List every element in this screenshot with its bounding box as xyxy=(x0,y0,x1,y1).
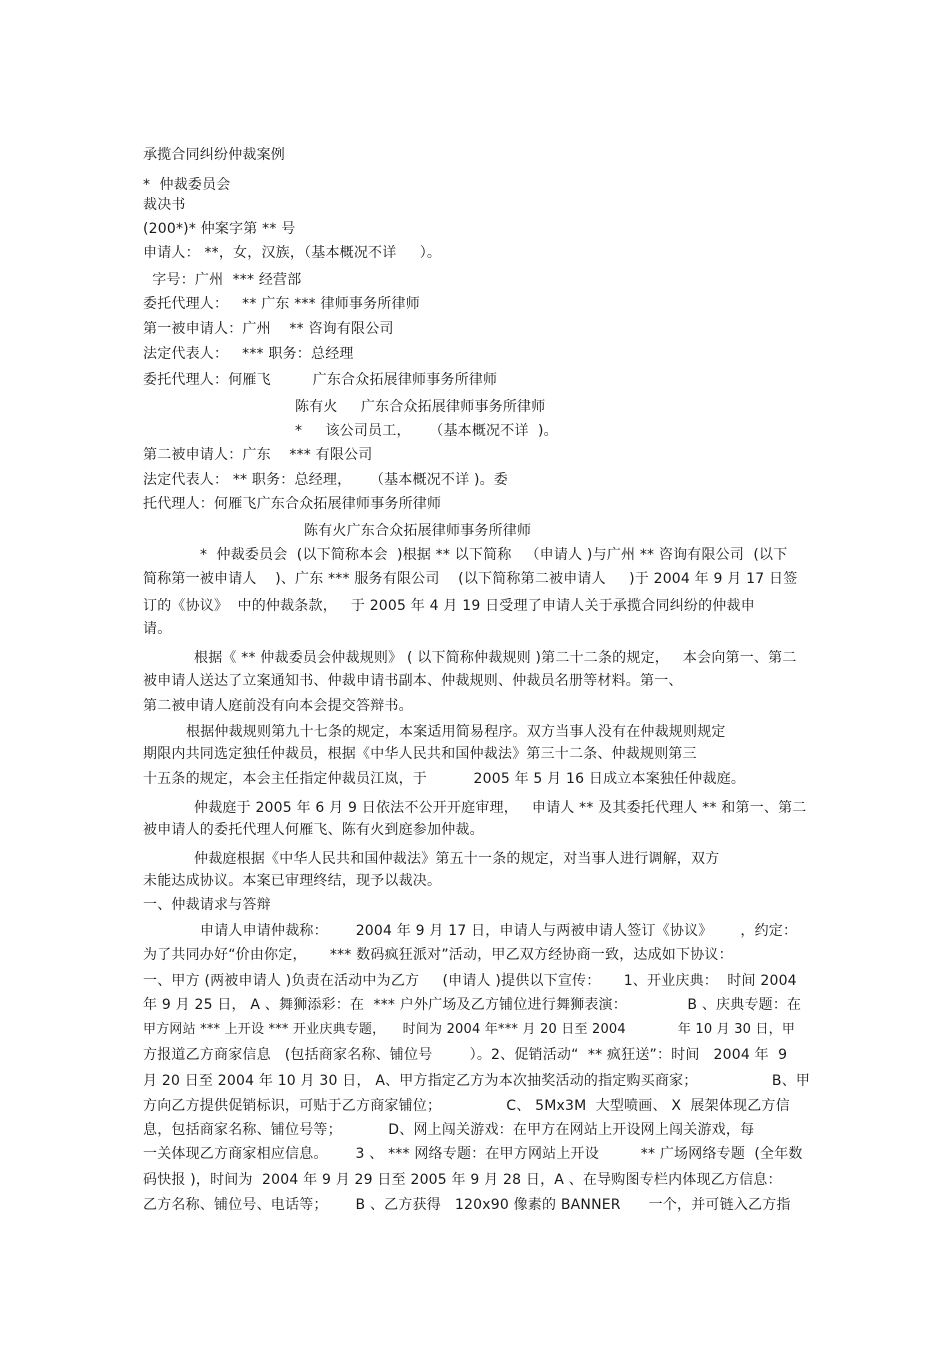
claim-para-line: 码快报 )，时间为 2004 年 9 月 29 日至 2005 年 9 月 28 日，A 、在导购图专栏内体现乙方信息： xyxy=(143,1172,782,1188)
hearing-para-line: 仲裁庭于 2005 年 6 月 9 日依法不公开开庭审理， 申请人 ** 及其委托代理人 ** 和第一、第二 xyxy=(194,800,807,816)
claim-para-line: 一、甲方 (两被申请人 )负责在活动中为乙方 (申请人 )提供以下宣传： 1、开业庆典： 时间 2004 xyxy=(143,973,797,989)
document-title: 承揽合同纠纷仲裁案例 xyxy=(143,147,285,163)
party-line: 法定代表人： *** 职务：总经理 xyxy=(143,346,354,362)
claim-para-line: 乙方名称、铺位号、电话等； B 、乙方获得 120x90 像素的 BANNER 一个，并可链入乙方指 xyxy=(143,1197,791,1213)
party-line: 陈有火广东合众拓展律师事务所律师 xyxy=(304,523,532,539)
section-heading: 一、仲裁请求与答辩 xyxy=(143,897,271,913)
party-line: 第一被申请人：广州 ** 咨询有限公司 xyxy=(143,321,394,337)
case-number: (200*)* 仲案字第 ** 号 xyxy=(143,221,296,237)
claim-para-line: 年 9 月 25 日， A 、舞狮添彩：在 *** 户外广场及乙方铺位进行舞狮表演： B 、庆典专题：在 xyxy=(143,997,802,1013)
claim-para-line: 息，包括商家名称、铺位号等； D、网上闯关游戏：在甲方在网站上开设网上闯关游戏，每 xyxy=(143,1122,755,1138)
intro-line: 简称第一被申请人 )、广东 *** 服务有限公司 (以下简称第二被申请人 )于 2004 年 9 月 17 日签 xyxy=(143,571,798,587)
claim-para-line: 月 20 日至 2004 年 10 月 30 日， A、甲方指定乙方为本次抽奖活动的指定购买商家； B、甲 xyxy=(143,1073,811,1089)
arbitration-committee-line: * 仲裁委员会 xyxy=(143,177,231,193)
rules-para-line: 根据《 ** 仲裁委员会仲裁规则》 ( 以下简称仲裁规则 )第二十二条的规定， 本会向第一、第二 xyxy=(194,650,797,666)
party-line: 陈有火 广东合众拓展律师事务所律师 xyxy=(295,399,546,415)
party-line: 申请人： **，女，汉族，（基本概况不详 ）。 xyxy=(143,245,442,261)
claim-para-line: 方报道乙方商家信息 (包括商家名称、铺位号 ）。2、促销活动“ ** 疯狂送”：时间 2004 年 9 xyxy=(143,1047,788,1063)
party-line: 托代理人：何雁飞广东合众拓展律师事务所律师 xyxy=(143,496,442,512)
rules-para-line: 第二被申请人庭前没有向本会提交答辩书。 xyxy=(143,698,413,714)
intro-line: * 仲裁委员会 (以下简称本会 )根据 ** 以下简称 （申请人 )与广州 ** 咨询有限公司 (以下 xyxy=(200,547,788,563)
party-line: 法定代表人： ** 职务：总经理， （基本概况不详 )。委 xyxy=(143,472,509,488)
party-line: 委托代理人： ** 广东 *** 律师事务所律师 xyxy=(143,296,420,312)
award-label: 裁决书 xyxy=(143,197,186,213)
claim-para-line: 方向乙方提供促销标识，可贴于乙方商家铺位； C、 5Mx3M 大型喷画、 X 展架体现乙方信 xyxy=(143,1098,790,1114)
mediation-para-line: 未能达成协议。本案已审理终结，现予以裁决。 xyxy=(143,873,442,889)
claim-para-line: 申请人申请仲裁称： 2004 年 9 月 17 日，申请人与两被申请人签订《协议》 ，约定： xyxy=(200,923,798,939)
party-line: 字号：广州 *** 经营部 xyxy=(143,272,302,288)
claim-para-line: 为了共同办好“价由你定， *** 数码疯狂派对”活动，甲乙双方经协商一致，达成如下协议： xyxy=(143,947,733,963)
mediation-para-line: 仲裁庭根据《中华人民共和国仲裁法》第五十一条的规定，对当事人进行调解，双方 xyxy=(194,851,720,867)
procedure-para-line: 期限内共同选定独任仲裁员，根据《中华人民共和国仲裁法》第三十二条、仲裁规则第三 xyxy=(143,746,697,762)
party-line: 委托代理人：何雁飞 广东合众拓展律师事务所律师 xyxy=(143,372,498,388)
procedure-para-line: 十五条的规定，本会主任指定仲裁员江岚，于 2005 年 5 月 16 日成立本案独任仲裁庭。 xyxy=(143,771,746,787)
hearing-para-line: 被申请人的委托代理人何雁飞、陈有火到庭参加仲裁。 xyxy=(143,822,484,838)
rules-para-line: 被申请人送达了立案通知书、仲裁申请书副本、仲裁规则、仲裁员名册等材料。第一、 xyxy=(143,673,683,689)
claim-para-line: 甲方网站 *** 上开设 *** 开业庆典专题， 时间为 2004 年*** 月 20 日至 2004 年 10 月 30 日，甲 xyxy=(143,1022,796,1037)
claim-para-line: 一关体现乙方商家相应信息。 3 、 *** 网络专题：在甲方网站上开设 ** 广场网络专题 (全年数 xyxy=(143,1146,803,1162)
intro-line: 请。 xyxy=(143,621,172,637)
procedure-para-line: 根据仲裁规则第九十七条的规定，本案适用简易程序。双方当事人没有在仲裁规则规定 xyxy=(186,724,726,740)
party-line: * 该公司员工， （基本概况不详 )。 xyxy=(295,423,558,439)
party-line: 第二被申请人：广东 *** 有限公司 xyxy=(143,447,373,463)
intro-line: 订的《协议》 中的仲裁条款， 于 2005 年 4 月 19 日受理了申请人关于承揽合同纠纷的仲裁申 xyxy=(143,598,755,614)
